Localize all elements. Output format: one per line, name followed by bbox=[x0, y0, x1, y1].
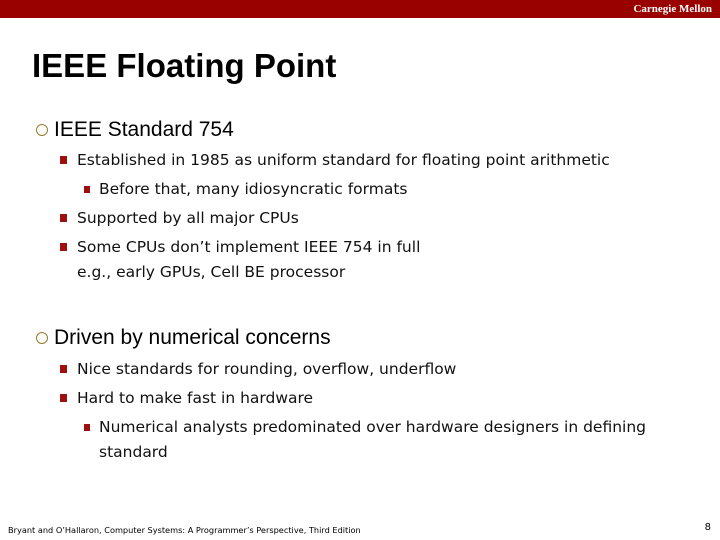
footer-citation: Bryant and O’Hallaron, Computer Systems: A Programmer’s Perspective, Third Edition bbox=[8, 525, 361, 535]
header-bar bbox=[0, 0, 720, 18]
sub-bullet-text: Numerical analysts predominated over hardware designers in defining bbox=[99, 418, 647, 436]
bullet-text: Some CPUs don’t implement IEEE 754 in full bbox=[77, 238, 421, 256]
bullet-text-continued: e.g., early GPUs, Cell BE processor bbox=[77, 263, 346, 281]
bullet-text: Hard to make fast in hardware bbox=[77, 389, 314, 407]
ring-bullet-icon bbox=[36, 332, 48, 344]
section-heading-text: IEEE Standard 754 bbox=[54, 118, 234, 141]
square-bullet-icon bbox=[84, 186, 90, 193]
square-bullet-icon bbox=[60, 394, 67, 402]
brand-label: Carnegie Mellon bbox=[633, 3, 712, 15]
square-bullet-icon bbox=[60, 214, 67, 222]
slide-title: IEEE Floating Point bbox=[32, 47, 337, 84]
bullet-text: Established in 1985 as uniform standard for floating point arithmetic bbox=[77, 151, 610, 169]
bullet-text: Supported by all major CPUs bbox=[77, 209, 299, 227]
ring-bullet-icon bbox=[36, 124, 48, 136]
page-number: 8 bbox=[704, 522, 711, 533]
square-bullet-icon bbox=[84, 424, 90, 431]
sub-bullet-text-continued: standard bbox=[99, 443, 168, 461]
section-heading-text: Driven by numerical concerns bbox=[54, 326, 331, 349]
square-bullet-icon bbox=[60, 243, 67, 251]
square-bullet-icon bbox=[60, 365, 67, 373]
square-bullet-icon bbox=[60, 156, 67, 164]
sub-bullet-text: Before that, many idiosyncratic formats bbox=[99, 180, 408, 198]
bullet-text: Nice standards for rounding, overflow, underflow bbox=[77, 360, 457, 378]
